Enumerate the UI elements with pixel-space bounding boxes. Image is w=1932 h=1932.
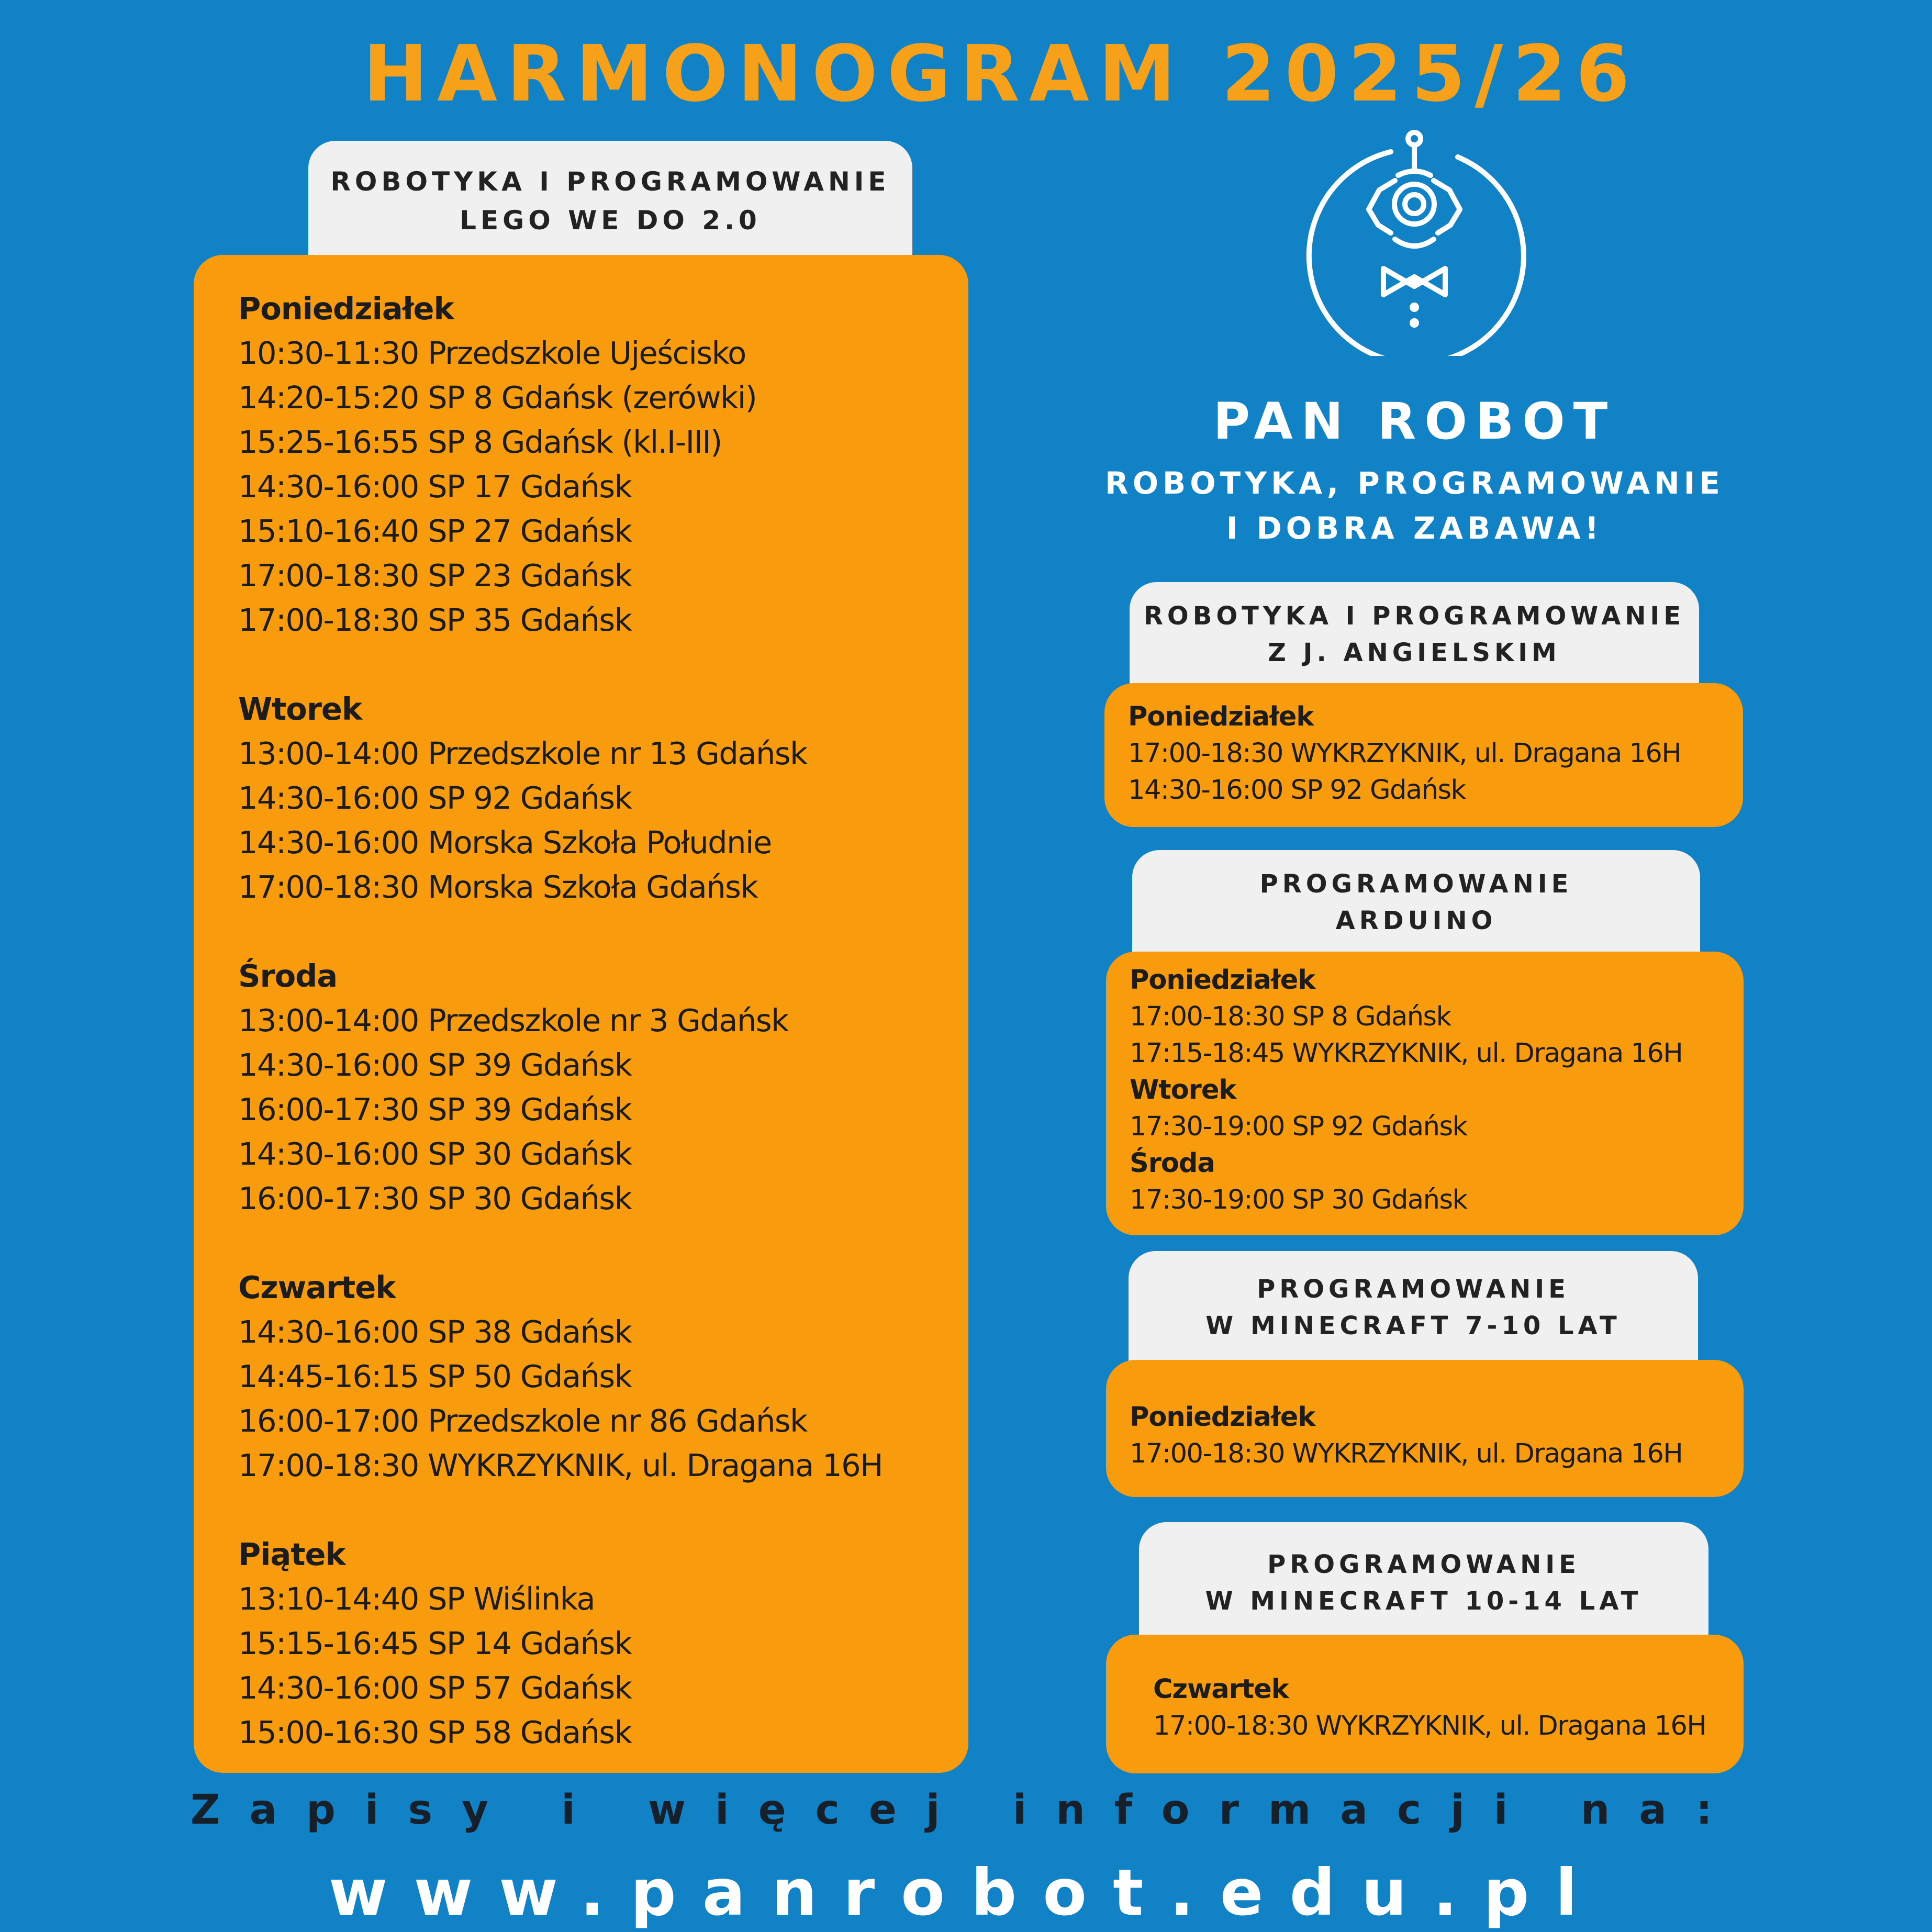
schedule-entry: 14:30-16:00 SP 92 Gdańsk	[1128, 775, 1466, 806]
lego-tab-line2: LEGO WE DO 2.0	[460, 205, 761, 236]
schedule-entry: 17:00-18:30 WYKRZYKNIK, ul. Dragana 16H	[238, 1447, 883, 1483]
schedule-entry: 17:00-18:30 WYKRZYKNIK, ul. Dragana 16H	[1130, 1438, 1683, 1469]
minecraft-older-tab-line1: PROGRAMOWANIE	[1267, 1550, 1580, 1579]
day-heading: Poniedziałek	[1128, 701, 1314, 732]
schedule-entry: 14:30-16:00 SP 92 Gdańsk	[238, 780, 632, 816]
schedule-entry: 15:10-16:40 SP 27 Gdańsk	[238, 513, 632, 549]
schedule-entry: 13:10-14:40 SP Wiślinka	[238, 1581, 595, 1617]
minecraft-older-schedule-card	[1106, 1635, 1744, 1773]
minecraft-young-tab-line2: W MINECRAFT 7-10 LAT	[1205, 1311, 1621, 1341]
schedule-entry: 16:00-17:30 SP 39 Gdańsk	[238, 1091, 632, 1127]
schedule-entry: 14:20-15:20 SP 8 Gdańsk (zerówki)	[238, 379, 757, 416]
english-tab-line2: Z J. ANGIELSKIM	[1268, 638, 1561, 667]
brand-block	[1068, 387, 1761, 551]
schedule-entry: 17:00-18:30 SP 23 Gdańsk	[238, 557, 632, 594]
day-heading: Piątek	[238, 1536, 345, 1572]
lego-schedule-card	[194, 255, 968, 1773]
schedule-entry: 17:30-19:00 SP 30 Gdańsk	[1130, 1185, 1467, 1215]
english-tab	[1130, 582, 1699, 687]
minecraft-older-tab-line2: W MINECRAFT 10-14 LAT	[1205, 1587, 1643, 1616]
lego-tab-line1: ROBOTYKA I PROGRAMOWANIE	[330, 166, 890, 197]
arduino-tab	[1132, 850, 1700, 955]
day-heading: Poniedziałek	[1130, 1402, 1315, 1433]
schedule-entry: 14:30-16:00 SP 57 Gdańsk	[238, 1670, 632, 1706]
english-schedule-card	[1104, 683, 1743, 827]
brand-tagline-line1: ROBOTYKA, PROGRAMOWANIE	[1105, 465, 1724, 501]
schedule-entry: 15:25-16:55 SP 8 Gdańsk (kl.I-III)	[238, 424, 722, 460]
day-heading: Czwartek	[1153, 1674, 1289, 1705]
minecraft-older-tab	[1139, 1522, 1708, 1644]
footer-info-text: Zapisy i więcej informacji na:	[190, 1786, 1742, 1834]
schedule-entry: 17:00-18:30 WYKRZYKNIK, ul. Dragana 16H	[1128, 738, 1681, 769]
schedule-entry: 17:15-18:45 WYKRZYKNIK, ul. Dragana 16H	[1130, 1038, 1683, 1069]
schedule-entry: 14:30-16:00 SP 39 Gdańsk	[238, 1047, 632, 1083]
arduino-tab-line1: PROGRAMOWANIE	[1259, 869, 1573, 899]
minecraft-young-schedule-card	[1106, 1360, 1744, 1497]
brand-tagline	[1068, 461, 1761, 551]
schedule-entry: 15:15-16:45 SP 14 Gdańsk	[238, 1625, 632, 1661]
schedule-entry: 14:30-16:00 SP 38 Gdańsk	[238, 1314, 632, 1350]
minecraft-young-tab-line1: PROGRAMOWANIE	[1257, 1274, 1570, 1304]
schedule-entry: 13:00-14:00 Przedszkole nr 13 Gdańsk	[238, 735, 807, 772]
day-heading: Poniedziałek	[238, 291, 454, 327]
schedule-entry: 17:00-18:30 WYKRZYKNIK, ul. Dragana 16H	[1153, 1711, 1706, 1741]
english-tab-line1: ROBOTYKA I PROGRAMOWANIE	[1143, 601, 1685, 631]
robot-logo-icon	[1301, 128, 1528, 356]
schedule-entry: 14:30-16:00 SP 30 Gdańsk	[238, 1136, 632, 1172]
page-title: HARMONOGRAM 2025/26	[363, 29, 1639, 119]
schedule-entry: 17:30-19:00 SP 92 Gdańsk	[1130, 1111, 1467, 1142]
day-heading: Środa	[1130, 1148, 1215, 1179]
schedule-entry: 14:30-16:00 Morska Szkoła Południe	[238, 824, 772, 861]
schedule-entry: 17:00-18:30 SP 8 Gdańsk	[1130, 1001, 1451, 1032]
minecraft-young-tab	[1129, 1251, 1698, 1364]
footer-website-link[interactable]: www.panrobot.edu.pl	[328, 1856, 1604, 1930]
day-heading: Wtorek	[238, 691, 362, 727]
day-heading: Środa	[238, 958, 338, 994]
day-heading: Poniedziałek	[1130, 965, 1315, 996]
schedule-entry: 14:45-16:15 SP 50 Gdańsk	[238, 1358, 632, 1394]
lego-tab	[308, 141, 912, 261]
schedule-entry: 16:00-17:00 Przedszkole nr 86 Gdańsk	[238, 1403, 807, 1439]
day-heading: Czwartek	[238, 1269, 396, 1305]
brand-name: PAN ROBOT	[1213, 392, 1616, 451]
day-heading: Wtorek	[1130, 1075, 1236, 1105]
schedule-entry: 17:00-18:30 Morska Szkoła Gdańsk	[238, 869, 758, 905]
schedule-entry: 16:00-17:30 SP 30 Gdańsk	[238, 1180, 632, 1216]
schedule-entry: 13:00-14:00 Przedszkole nr 3 Gdańsk	[238, 1002, 788, 1038]
schedule-entry: 10:30-11:30 Przedszkole Ujeścisko	[238, 335, 746, 371]
schedule-entry: 14:30-16:00 SP 17 Gdańsk	[238, 468, 632, 505]
arduino-tab-line2: ARDUINO	[1335, 906, 1497, 935]
brand-tagline-line2: I DOBRA ZABAWA!	[1226, 510, 1603, 546]
arduino-schedule-card	[1106, 952, 1744, 1235]
schedule-entry: 17:00-18:30 SP 35 Gdańsk	[238, 602, 632, 638]
schedule-entry: 15:00-16:30 SP 58 Gdańsk	[238, 1714, 632, 1750]
